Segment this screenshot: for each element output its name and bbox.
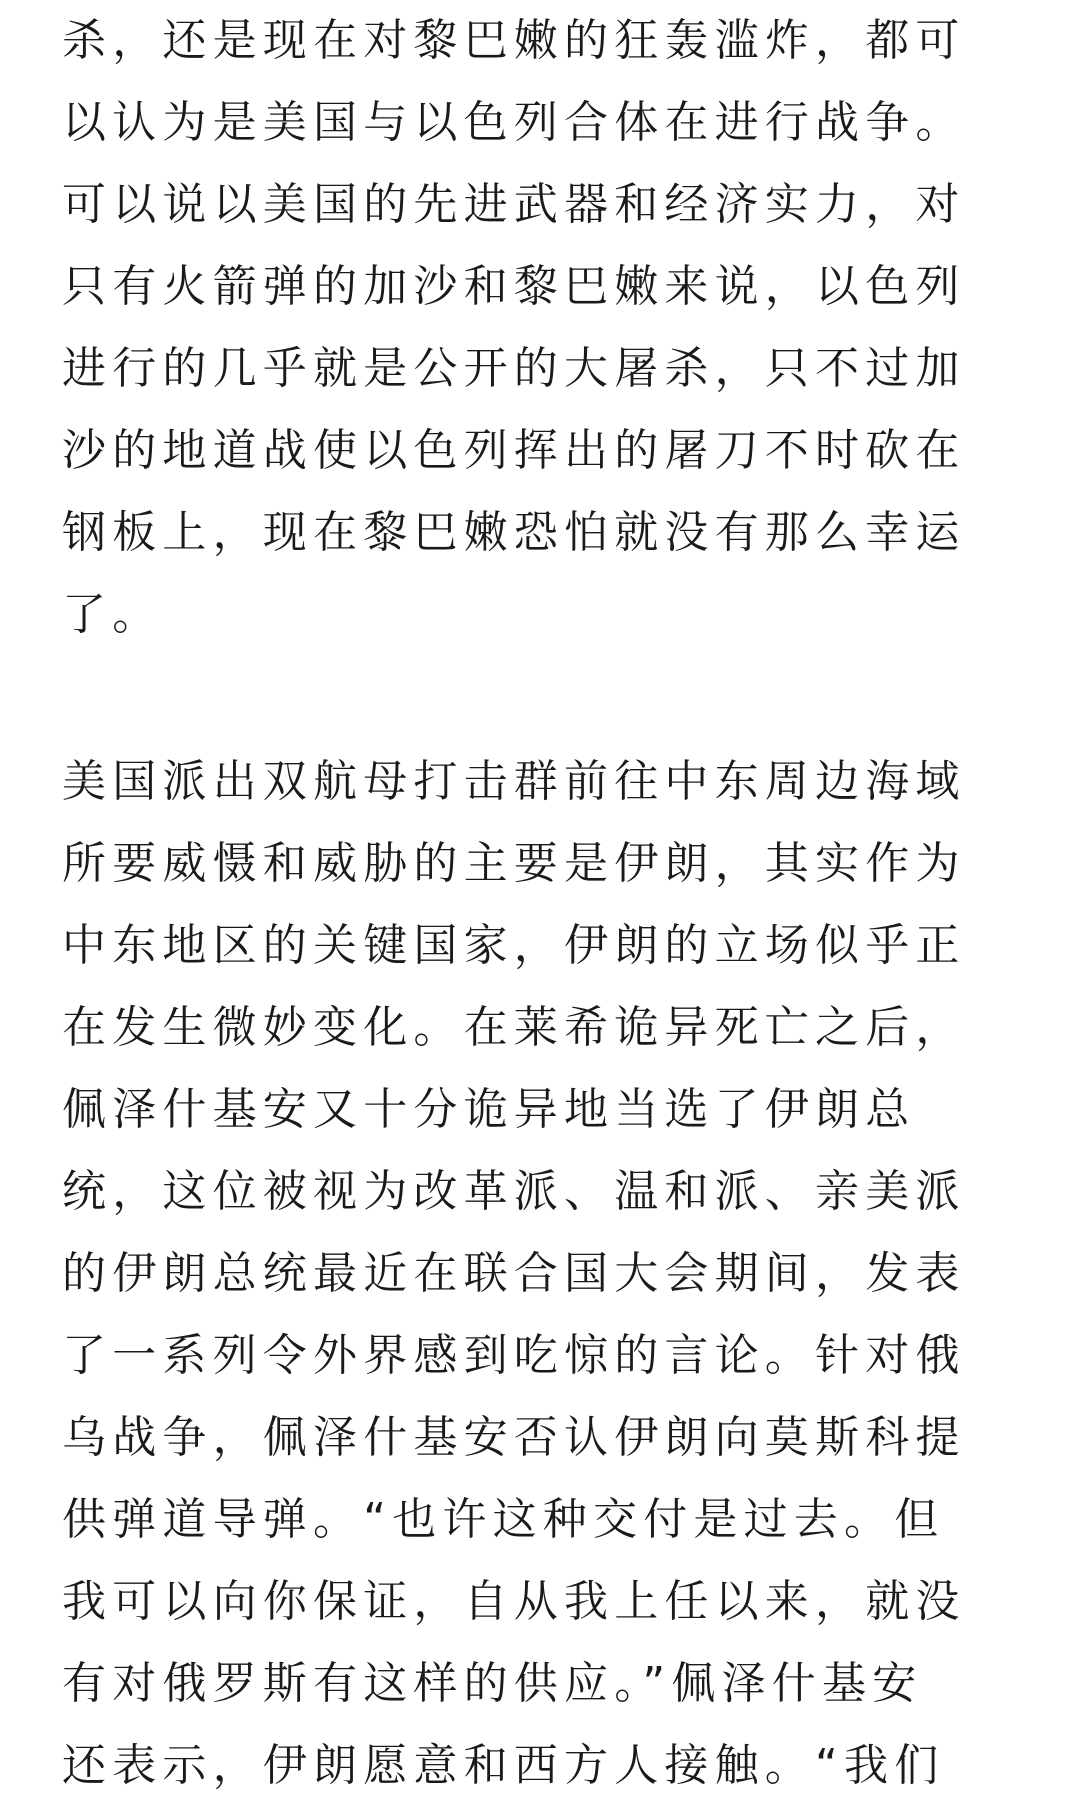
text-line: 的伊朗总统最近在联合国大会期间，发表 [62, 1248, 966, 1299]
text-line: 我可以向你保证，自从我上任以来，就没 [62, 1576, 966, 1627]
paragraph-2 [62, 741, 1026, 1807]
text-line: 可以说以美国的先进武器和经济实力，对 [62, 179, 966, 230]
text-line: 进行的几乎就是公开的大屠杀，只不过加 [62, 343, 966, 394]
text-line: 钢板上，现在黎巴嫩恐怕就没有那么幸运 [62, 507, 966, 558]
text-line: 统，这位被视为改革派、温和派、亲美派 [62, 1166, 966, 1217]
text-line: 美国派出双航母打击群前往中东周边海域 [62, 756, 966, 807]
text-line: 以认为是美国与以色列合体在进行战争。 [62, 97, 966, 148]
text-line: 供弹道导弹。“也许这种交付是过去。但 [62, 1494, 945, 1545]
article-body [62, 0, 1026, 1807]
text-line: 沙的地道战使以色列挥出的屠刀不时砍在 [62, 425, 966, 476]
text-line: 在发生微妙变化。在莱希诡异死亡之后， [62, 1002, 966, 1053]
text-line: 了。 [62, 589, 163, 640]
text-line: 了一系列令外界感到吃惊的言论。针对俄 [62, 1330, 966, 1381]
text-line: 乌战争，佩泽什基安否认伊朗向莫斯科提 [62, 1412, 966, 1463]
text-line: 杀，还是现在对黎巴嫩的狂轰滥炸，都可 [62, 15, 966, 66]
paragraph-gap [62, 656, 1026, 741]
text-line: 中东地区的关键国家，伊朗的立场似乎正 [62, 920, 966, 971]
text-line: 佩泽什基安又十分诡异地当选了伊朗总 [62, 1084, 916, 1135]
text-line: 还表示，伊朗愿意和西方人接触。“我们 [62, 1740, 945, 1791]
text-line: 有对俄罗斯有这样的供应。”佩泽什基安 [62, 1658, 923, 1709]
text-line: 所要威慑和威胁的主要是伊朗，其实作为 [62, 838, 966, 889]
paragraph-1 [62, 0, 1026, 656]
text-line: 只有火箭弹的加沙和黎巴嫩来说，以色列 [62, 261, 966, 312]
